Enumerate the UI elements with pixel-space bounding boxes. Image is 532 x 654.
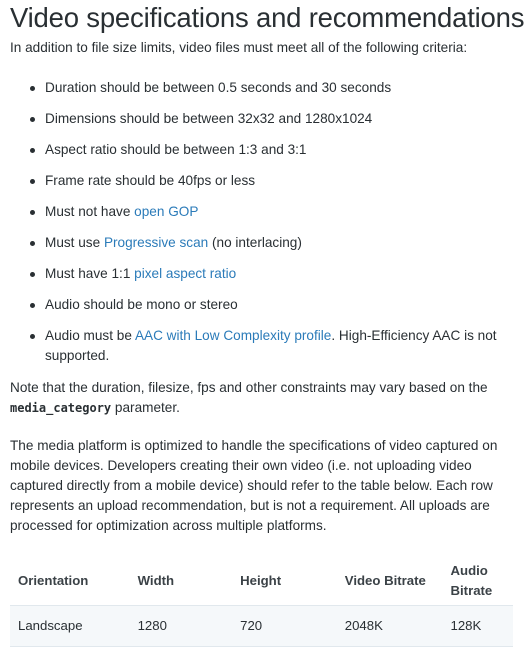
optimization-paragraph: The media platform is optimized to handle the specifications of video captured on mobile devices. Developers creating their own video (i.e. not uploading video captured directly from a mobile device) should refer to the table below. Each row represents an upload recommendation, but is not a requirement. All uploads are processed for optimization across multiple platforms.: [10, 438, 498, 533]
bullet-icon: [30, 303, 35, 308]
note-text-prefix: Note that the duration, filesize, fps and other constraints may vary based on the: [10, 380, 488, 395]
criteria-text: Dimensions should be between 32x32 and 1280x1024: [45, 111, 373, 126]
cell-height: 720: [240, 618, 263, 633]
criteria-text-prefix: Audio must be: [45, 328, 135, 343]
criteria-text-prefix: Must not have: [45, 204, 135, 219]
bullet-icon: [30, 241, 35, 246]
bullet-icon: [30, 272, 35, 277]
pixel-aspect-ratio-link[interactable]: pixel aspect ratio: [134, 266, 237, 281]
note-text-suffix: parameter.: [111, 400, 180, 415]
list-item: [10, 171, 520, 191]
column-header-audio-bitrate: Audio Bitrate: [450, 563, 493, 598]
bullet-icon: [30, 334, 35, 339]
page-title: Video specifications and recommendations: [10, 2, 525, 33]
criteria-text-suffix: (no interlacing): [208, 235, 302, 250]
cell-orientation: Landscape: [18, 618, 83, 633]
list-item: [10, 78, 520, 98]
table-header-row: [10, 557, 513, 606]
column-header-video-bitrate: Video Bitrate: [344, 573, 426, 588]
bullet-icon: [30, 117, 35, 122]
column-header-height: Height: [240, 573, 282, 588]
bullet-icon: [30, 86, 35, 91]
list-item: [10, 109, 520, 129]
column-header-width: Width: [137, 573, 175, 588]
cell-audio-bitrate: 128K: [450, 618, 482, 633]
list-item: [10, 264, 520, 284]
cell-width: 1280: [137, 618, 167, 633]
recommendation-table: [10, 557, 513, 647]
criteria-text: Duration should be between 0.5 seconds and 30 seconds: [45, 80, 392, 95]
criteria-text-prefix: Must use: [45, 235, 104, 250]
constraints-note: [10, 378, 525, 418]
list-item: [10, 295, 520, 315]
criteria-text: Aspect ratio should be between 1:3 and 3:1: [45, 142, 307, 157]
open-gop-link[interactable]: open GOP: [134, 204, 199, 219]
cell-video-bitrate: 2048K: [344, 618, 383, 633]
aac-low-complexity-link[interactable]: AAC with Low Complexity profile: [134, 328, 332, 343]
criteria-text-suffix: . High-Efficiency AAC is not supported.: [45, 328, 497, 363]
criteria-text: Audio should be mono or stereo: [45, 297, 238, 312]
bullet-icon: [30, 148, 35, 153]
intro-text: In addition to file size limits, video files must meet all of the following criteria:: [10, 40, 468, 55]
list-item: [10, 233, 520, 253]
bullet-icon: [30, 210, 35, 215]
list-item: [10, 202, 520, 222]
bullet-icon: [30, 179, 35, 184]
criteria-text: Frame rate should be 40fps or less: [45, 173, 256, 188]
list-item: [10, 326, 520, 366]
criteria-list: [10, 78, 520, 377]
column-header-orientation: Orientation: [18, 573, 89, 588]
progressive-scan-link[interactable]: Progressive scan: [103, 235, 209, 250]
criteria-text-prefix: Must have 1:1: [45, 266, 135, 281]
list-item: [10, 140, 520, 160]
media-category-code: media_category: [10, 401, 112, 415]
table-row: [10, 606, 513, 647]
